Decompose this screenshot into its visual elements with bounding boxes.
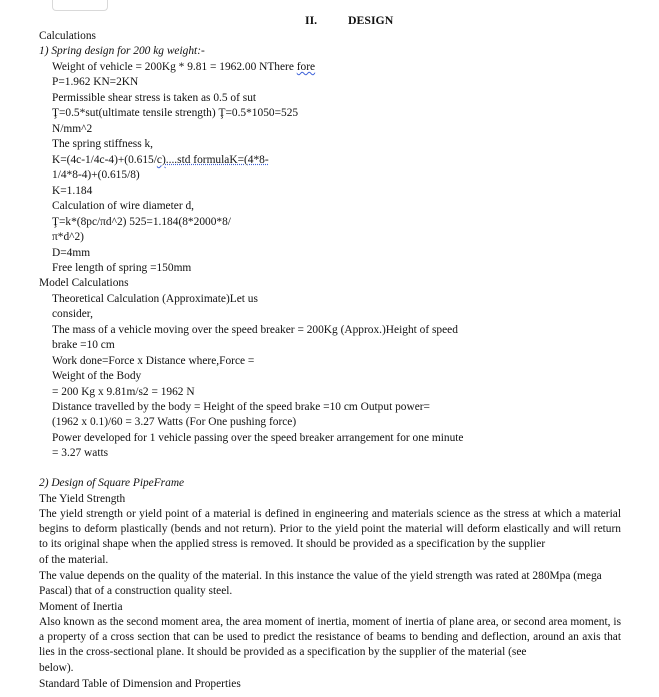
weight-text: Weight of vehicle = 200Kg * 9.81 = 1962.00 NThere <box>52 61 297 73</box>
logo-emblem <box>52 0 108 11</box>
theory-line: Theoretical Calculation (Approximate)Let us <box>52 293 258 305</box>
shear-line: Permissible shear stress is taken as 0.5 of sut <box>52 92 257 104</box>
k-formula-std: ....std formulaK=(4*8- <box>165 154 269 166</box>
fore-word: fore <box>296 61 316 73</box>
free-length: Free length of spring =150mm <box>52 262 192 274</box>
k-value: K=1.184 <box>52 185 93 197</box>
k-formula-c: c) <box>156 154 166 166</box>
tau-line: Ţ=0.5*sut(ultimate tensile strength) Ţ=0.5*1050=525 <box>52 107 299 119</box>
stiffness-line: The spring stiffness k, <box>52 138 154 150</box>
moment-paragraph-end: below). <box>39 661 74 674</box>
yield-paragraph <box>39 507 621 568</box>
k-formula-text: K=(4c-1/4c-4)+(0.615/ <box>52 154 157 166</box>
yield-heading: The Yield Strength <box>39 493 126 505</box>
mass-line-cont: brake =10 cm <box>52 339 115 351</box>
model-heading: Model Calculations <box>39 277 129 289</box>
moment-paragraph-body: Also known as the second moment area, the area moment of inertia, moment of inertia of plane area, or second area moment, is a property of a cross section that can be used to predict the resistance of beams to bending and deflection, around an axis that lies in the cross-sectional plane. It should be provided as a specification by the supplier of the material (see <box>39 616 621 659</box>
power-line: Power developed for 1 vehicle passing over the speed breaker arrangement for one minute <box>52 432 464 444</box>
theory-line-cont: consider, <box>52 308 93 320</box>
calculations-heading: Calculations <box>39 30 96 42</box>
section-title: DESIGN <box>348 13 394 27</box>
yield-value-line: The value depends on the quality of the material. In this instance the value of the yield strength was rated at 280Mpa (mega <box>39 570 602 582</box>
moment-paragraph <box>39 615 621 676</box>
p-line: P=1.962 KN=2KN <box>52 76 139 88</box>
wire-line: Calculation of wire diameter d, <box>52 200 195 212</box>
mass-line: The mass of a vehicle moving over the speed breaker = 200Kg (Approx.)Height of speed <box>52 324 458 336</box>
work-value: = 200 Kg x 9.81m/s2 = 1962 N <box>52 386 195 398</box>
yield-paragraph-body: The yield strength or yield point of a material is defined in engineering and materials science as the stress at which a material begins to deform plastically (bends and not return). Prior to the yield point the material will deform elastically and will return to its original shape when the applied stress is removed. It should be provided as a specification by the supplier <box>39 508 621 551</box>
work-line-cont: Weight of the Body <box>52 370 142 382</box>
wire-formula-cont: π*d^2) <box>52 231 84 243</box>
table-heading: Standard Table of Dimension and Properties <box>39 678 241 690</box>
power-value: = 3.27 watts <box>52 447 109 459</box>
section-number: II. <box>305 13 318 27</box>
yield-value-line-cont: Pascal) that of a construction quality steel. <box>39 585 233 597</box>
units-line: N/mm^2 <box>52 123 93 135</box>
k-formula-line <box>52 153 269 167</box>
yield-paragraph-end: of the material. <box>39 553 109 566</box>
distance-line-cont: (1962 x 0.1)/60 = 3.27 Watts (For One pushing force) <box>52 416 297 428</box>
wire-formula: Ţ=k*(8pc/πd^2) 525=1.184(8*2000*8/ <box>52 216 231 228</box>
item2-title: 2) Design of Square PipeFrame <box>39 477 185 489</box>
distance-line: Distance travelled by the body = Height of the speed brake =10 cm Output power= <box>52 401 430 413</box>
moment-heading: Moment of Inertia <box>39 601 123 613</box>
work-line: Work done=Force x Distance where,Force = <box>52 355 255 367</box>
d-value: D=4mm <box>52 247 91 259</box>
k-formula-cont: 1/4*8-4)+(0.615/8) <box>52 169 140 181</box>
item1-title: 1) Spring design for 200 kg weight:- <box>39 45 205 57</box>
weight-line <box>52 60 315 74</box>
